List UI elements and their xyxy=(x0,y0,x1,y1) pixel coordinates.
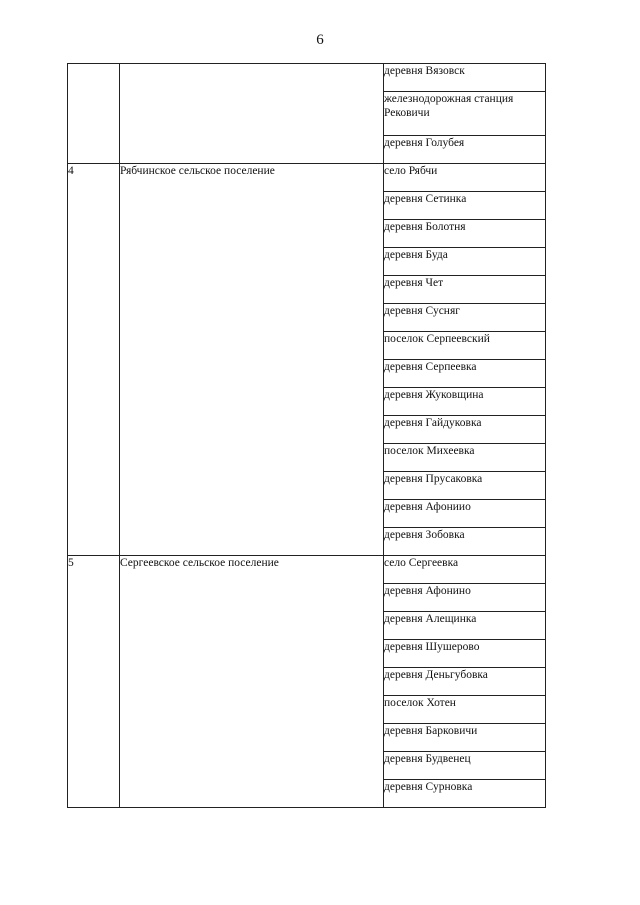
municipality-number xyxy=(68,64,120,164)
settlement-name: деревня Зобовка xyxy=(384,528,546,556)
page-number: 6 xyxy=(316,32,324,48)
settlement-name: деревня Серпеевка xyxy=(384,360,546,388)
settlement-name: поселок Серпеевский xyxy=(384,332,546,360)
settlement-name: деревня Голубея xyxy=(384,136,546,164)
settlement-name: деревня Шушерово xyxy=(384,640,546,668)
settlement-name: деревня Сетинка xyxy=(384,192,546,220)
settlement-name: деревня Болотня xyxy=(384,220,546,248)
table-row xyxy=(68,164,546,192)
settlement-name: деревня Афониио xyxy=(384,500,546,528)
settlements-table xyxy=(67,63,546,808)
settlement-name: поселок Хотен xyxy=(384,696,546,724)
settlement-name: деревня Буда xyxy=(384,248,546,276)
settlement-name: деревня Прусаковка xyxy=(384,472,546,500)
settlement-name: деревня Вязовск xyxy=(384,64,546,92)
settlement-name: деревня Сусняг xyxy=(384,304,546,332)
settlement-name: деревня Будвенец xyxy=(384,752,546,780)
settlement-name: деревня Сурновка xyxy=(384,780,546,808)
settlement-name: деревня Барковичи xyxy=(384,724,546,752)
settlements-table-body xyxy=(68,64,546,808)
table-row xyxy=(68,556,546,584)
municipality-number: 4 xyxy=(68,164,120,556)
settlement-name: деревня Жуковщина xyxy=(384,388,546,416)
municipality-number: 5 xyxy=(68,556,120,808)
municipality-name: Сергеевское сельское поселение xyxy=(120,556,384,808)
settlement-name: поселок Михеевка xyxy=(384,444,546,472)
municipality-name: Рябчинское сельское поселение xyxy=(120,164,384,556)
settlement-name: деревня Чет xyxy=(384,276,546,304)
table-row xyxy=(68,64,546,92)
settlement-name: деревня Гайдуковка xyxy=(384,416,546,444)
settlement-name: железнодорожная станция Рековичи xyxy=(384,92,546,136)
settlement-name: село Рябчи xyxy=(384,164,546,192)
settlement-name: деревня Афонино xyxy=(384,584,546,612)
municipality-name xyxy=(120,64,384,164)
settlement-name: деревня Деньгубовка xyxy=(384,668,546,696)
settlement-name: село Сергеевка xyxy=(384,556,546,584)
settlement-name: деревня Алещинка xyxy=(384,612,546,640)
